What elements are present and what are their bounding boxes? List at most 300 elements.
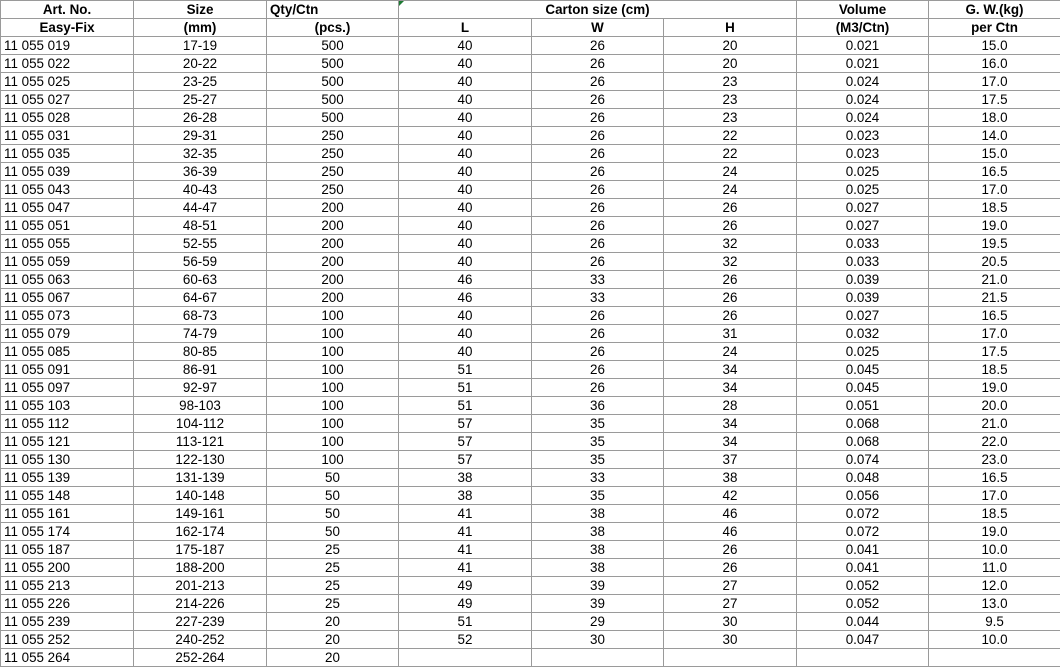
cell-height[interactable]: 34 [664,415,797,433]
cell-width[interactable]: 38 [532,523,664,541]
cell-length[interactable]: 40 [399,73,532,91]
cell-height[interactable]: 23 [664,73,797,91]
cell-height[interactable]: 30 [664,613,797,631]
cell-gross-weight[interactable]: 17.5 [929,343,1060,361]
cell-art-no[interactable]: 11 055 239 [1,613,134,631]
cell-size[interactable]: 214-226 [134,595,267,613]
cell-size[interactable]: 80-85 [134,343,267,361]
cell-size[interactable]: 56-59 [134,253,267,271]
header-easy-fix[interactable]: Easy-Fix [1,19,134,37]
cell-volume[interactable]: 0.068 [797,433,929,451]
header-length[interactable]: L [399,19,532,37]
cell-size[interactable]: 64-67 [134,289,267,307]
cell-gross-weight[interactable]: 12.0 [929,577,1060,595]
cell-width[interactable]: 36 [532,397,664,415]
cell-height[interactable]: 24 [664,163,797,181]
cell-volume[interactable]: 0.027 [797,307,929,325]
cell-width[interactable]: 38 [532,559,664,577]
cell-length[interactable]: 41 [399,541,532,559]
cell-height[interactable]: 26 [664,559,797,577]
cell-width[interactable]: 39 [532,577,664,595]
cell-qty[interactable]: 250 [267,127,399,145]
cell-qty[interactable]: 20 [267,613,399,631]
cell-volume[interactable]: 0.056 [797,487,929,505]
cell-art-no[interactable]: 11 055 028 [1,109,134,127]
cell-height[interactable]: 28 [664,397,797,415]
cell-volume[interactable]: 0.045 [797,361,929,379]
cell-gross-weight[interactable]: 14.0 [929,127,1060,145]
cell-qty[interactable]: 50 [267,469,399,487]
cell-width[interactable]: 26 [532,91,664,109]
cell-volume[interactable]: 0.027 [797,199,929,217]
cell-volume[interactable]: 0.048 [797,469,929,487]
cell-width[interactable]: 26 [532,343,664,361]
header-size[interactable]: Size [134,1,267,19]
cell-width[interactable]: 26 [532,181,664,199]
cell-height[interactable]: 24 [664,343,797,361]
cell-length[interactable]: 40 [399,55,532,73]
cell-width[interactable]: 35 [532,451,664,469]
cell-height[interactable]: 32 [664,235,797,253]
cell-qty[interactable]: 50 [267,523,399,541]
cell-qty[interactable]: 250 [267,181,399,199]
cell-gross-weight[interactable]: 9.5 [929,613,1060,631]
cell-gross-weight[interactable]: 17.0 [929,325,1060,343]
cell-length[interactable]: 41 [399,505,532,523]
cell-width[interactable]: 26 [532,325,664,343]
cell-art-no[interactable]: 11 055 019 [1,37,134,55]
cell-qty[interactable]: 25 [267,559,399,577]
cell-height[interactable]: 30 [664,631,797,649]
cell-art-no[interactable]: 11 055 226 [1,595,134,613]
cell-width[interactable]: 26 [532,145,664,163]
cell-volume[interactable]: 0.052 [797,595,929,613]
cell-height[interactable]: 27 [664,595,797,613]
cell-length[interactable]: 40 [399,199,532,217]
cell-length[interactable]: 40 [399,181,532,199]
cell-volume[interactable]: 0.033 [797,235,929,253]
cell-height[interactable] [664,649,797,667]
cell-width[interactable]: 26 [532,379,664,397]
header-qty-unit[interactable]: (pcs.) [267,19,399,37]
table-row [1,649,1060,667]
cell-size[interactable]: 60-63 [134,271,267,289]
cell-gross-weight[interactable]: 21.5 [929,289,1060,307]
cell-height[interactable]: 46 [664,505,797,523]
cell-width[interactable]: 35 [532,487,664,505]
cell-length[interactable]: 40 [399,37,532,55]
cell-gross-weight[interactable]: 21.0 [929,271,1060,289]
cell-length[interactable]: 52 [399,631,532,649]
cell-art-no[interactable]: 11 055 051 [1,217,134,235]
cell-art-no[interactable]: 11 055 103 [1,397,134,415]
cell-height[interactable]: 32 [664,253,797,271]
cell-height[interactable]: 26 [664,307,797,325]
cell-volume[interactable]: 0.045 [797,379,929,397]
cell-gross-weight[interactable]: 16.5 [929,307,1060,325]
cell-width[interactable]: 33 [532,289,664,307]
cell-art-no[interactable]: 11 055 091 [1,361,134,379]
cell-art-no[interactable]: 11 055 213 [1,577,134,595]
cell-gross-weight[interactable]: 22.0 [929,433,1060,451]
cell-length[interactable]: 46 [399,289,532,307]
cell-width[interactable]: 29 [532,613,664,631]
cell-size[interactable]: 74-79 [134,325,267,343]
cell-length[interactable]: 57 [399,451,532,469]
cell-size[interactable]: 140-148 [134,487,267,505]
cell-width[interactable]: 26 [532,217,664,235]
cell-qty[interactable]: 200 [267,235,399,253]
cell-volume[interactable]: 0.023 [797,145,929,163]
cell-length[interactable]: 40 [399,145,532,163]
cell-height[interactable]: 24 [664,181,797,199]
cell-size[interactable]: 131-139 [134,469,267,487]
cell-volume[interactable]: 0.041 [797,559,929,577]
cell-volume[interactable]: 0.023 [797,127,929,145]
cell-length[interactable]: 57 [399,415,532,433]
cell-size[interactable]: 36-39 [134,163,267,181]
cell-qty[interactable]: 100 [267,415,399,433]
cell-size[interactable]: 175-187 [134,541,267,559]
cell-height[interactable]: 27 [664,577,797,595]
cell-gross-weight[interactable]: 18.0 [929,109,1060,127]
cell-qty[interactable]: 500 [267,73,399,91]
cell-length[interactable]: 40 [399,325,532,343]
cell-qty[interactable]: 25 [267,577,399,595]
cell-length[interactable]: 40 [399,127,532,145]
cell-length[interactable]: 40 [399,343,532,361]
cell-qty[interactable]: 25 [267,541,399,559]
cell-width[interactable]: 26 [532,307,664,325]
cell-size[interactable]: 17-19 [134,37,267,55]
cell-height[interactable]: 23 [664,91,797,109]
cell-gross-weight[interactable]: 21.0 [929,415,1060,433]
cell-height[interactable]: 26 [664,541,797,559]
cell-qty[interactable]: 25 [267,595,399,613]
header-gross-weight[interactable]: G. W.(kg) [929,1,1060,19]
cell-art-no[interactable]: 11 055 200 [1,559,134,577]
cell-gross-weight[interactable]: 11.0 [929,559,1060,577]
cell-height[interactable]: 34 [664,433,797,451]
cell-length[interactable]: 51 [399,397,532,415]
cell-art-no[interactable]: 11 055 025 [1,73,134,91]
cell-length[interactable]: 49 [399,595,532,613]
cell-size[interactable]: 227-239 [134,613,267,631]
cell-gross-weight[interactable]: 10.0 [929,631,1060,649]
cell-qty[interactable]: 200 [267,253,399,271]
cell-size[interactable]: 20-22 [134,55,267,73]
cell-width[interactable] [532,649,664,667]
table-row [1,523,1060,541]
cell-length[interactable]: 40 [399,163,532,181]
cell-gross-weight[interactable]: 17.5 [929,91,1060,109]
header-carton-size[interactable] [399,1,797,19]
cell-art-no[interactable]: 11 055 130 [1,451,134,469]
cell-art-no[interactable]: 11 055 097 [1,379,134,397]
cell-length[interactable]: 49 [399,577,532,595]
cell-length[interactable]: 57 [399,433,532,451]
cell-qty[interactable]: 100 [267,361,399,379]
cell-size[interactable]: 86-91 [134,361,267,379]
cell-height[interactable]: 34 [664,361,797,379]
cell-length[interactable]: 40 [399,253,532,271]
header-qty-per-carton[interactable]: Qty/Ctn [267,1,399,19]
cell-length[interactable]: 38 [399,487,532,505]
cell-art-no[interactable]: 11 055 043 [1,181,134,199]
cell-volume[interactable]: 0.024 [797,91,929,109]
cell-art-no[interactable]: 11 055 139 [1,469,134,487]
cell-qty[interactable]: 500 [267,55,399,73]
cell-qty[interactable]: 200 [267,271,399,289]
cell-gross-weight[interactable]: 17.0 [929,487,1060,505]
cell-art-no[interactable]: 11 055 039 [1,163,134,181]
cell-art-no[interactable]: 11 055 022 [1,55,134,73]
header-width[interactable]: W [532,19,664,37]
cell-size[interactable]: 68-73 [134,307,267,325]
cell-art-no[interactable]: 11 055 112 [1,415,134,433]
cell-gross-weight[interactable]: 15.0 [929,145,1060,163]
cell-qty[interactable]: 50 [267,487,399,505]
cell-width[interactable]: 26 [532,235,664,253]
cell-length[interactable]: 40 [399,235,532,253]
cell-volume[interactable]: 0.032 [797,325,929,343]
cell-size[interactable]: 52-55 [134,235,267,253]
cell-width[interactable]: 38 [532,541,664,559]
cell-volume[interactable]: 0.039 [797,271,929,289]
cell-width[interactable]: 35 [532,415,664,433]
cell-volume[interactable]: 0.072 [797,505,929,523]
cell-size[interactable]: 40-43 [134,181,267,199]
cell-height[interactable]: 37 [664,451,797,469]
cell-width[interactable]: 38 [532,505,664,523]
cell-gross-weight[interactable]: 13.0 [929,595,1060,613]
cell-height[interactable]: 26 [664,217,797,235]
cell-width[interactable]: 39 [532,595,664,613]
cell-art-no[interactable]: 11 055 121 [1,433,134,451]
cell-qty[interactable]: 100 [267,397,399,415]
cell-width[interactable]: 35 [532,433,664,451]
cell-art-no[interactable]: 11 055 055 [1,235,134,253]
cell-width[interactable]: 26 [532,361,664,379]
cell-qty[interactable]: 100 [267,325,399,343]
cell-volume[interactable]: 0.051 [797,397,929,415]
cell-volume[interactable]: 0.025 [797,163,929,181]
cell-volume[interactable]: 0.033 [797,253,929,271]
cell-width[interactable]: 26 [532,127,664,145]
cell-length[interactable]: 40 [399,91,532,109]
cell-gross-weight[interactable]: 17.0 [929,73,1060,91]
cell-width[interactable]: 26 [532,109,664,127]
cell-length[interactable] [399,649,532,667]
cell-height[interactable]: 22 [664,127,797,145]
cell-art-no[interactable]: 11 055 264 [1,649,134,667]
cell-size[interactable]: 149-161 [134,505,267,523]
table-row [1,163,1060,181]
cell-volume[interactable]: 0.074 [797,451,929,469]
cell-volume[interactable]: 0.025 [797,343,929,361]
cell-qty[interactable]: 20 [267,631,399,649]
cell-volume[interactable]: 0.041 [797,541,929,559]
cell-gross-weight[interactable]: 20.5 [929,253,1060,271]
cell-art-no[interactable]: 11 055 079 [1,325,134,343]
table-row [1,217,1060,235]
cell-qty[interactable]: 250 [267,163,399,181]
cell-height[interactable]: 34 [664,379,797,397]
cell-gross-weight[interactable]: 16.0 [929,55,1060,73]
cell-gross-weight[interactable]: 20.0 [929,397,1060,415]
cell-art-no[interactable]: 11 055 031 [1,127,134,145]
cell-qty[interactable]: 100 [267,433,399,451]
cell-height[interactable]: 26 [664,199,797,217]
cell-qty[interactable]: 500 [267,91,399,109]
cell-size[interactable]: 104-112 [134,415,267,433]
cell-qty[interactable]: 100 [267,307,399,325]
cell-volume[interactable] [797,649,929,667]
cell-size[interactable]: 44-47 [134,199,267,217]
cell-length[interactable]: 46 [399,271,532,289]
cell-art-no[interactable]: 11 055 085 [1,343,134,361]
cell-size[interactable]: 252-264 [134,649,267,667]
cell-height[interactable]: 20 [664,55,797,73]
cell-size[interactable]: 26-28 [134,109,267,127]
cell-height[interactable]: 20 [664,37,797,55]
cell-size[interactable]: 240-252 [134,631,267,649]
cell-width[interactable]: 26 [532,73,664,91]
cell-volume[interactable]: 0.052 [797,577,929,595]
cell-qty[interactable]: 100 [267,379,399,397]
cell-length[interactable]: 51 [399,613,532,631]
header-volume-unit[interactable]: (M3/Ctn) [797,19,929,37]
cell-gross-weight[interactable]: 19.0 [929,379,1060,397]
cell-size[interactable]: 23-25 [134,73,267,91]
cell-size[interactable]: 29-31 [134,127,267,145]
cell-width[interactable]: 33 [532,271,664,289]
cell-width[interactable]: 30 [532,631,664,649]
cell-volume[interactable]: 0.024 [797,73,929,91]
cell-size[interactable]: 122-130 [134,451,267,469]
cell-art-no[interactable]: 11 055 073 [1,307,134,325]
cell-gross-weight[interactable]: 16.5 [929,163,1060,181]
cell-qty[interactable]: 500 [267,109,399,127]
cell-art-no[interactable]: 11 055 148 [1,487,134,505]
cell-qty[interactable]: 250 [267,145,399,163]
cell-gross-weight[interactable]: 18.5 [929,361,1060,379]
cell-size[interactable]: 98-103 [134,397,267,415]
cell-height[interactable]: 26 [664,271,797,289]
cell-length[interactable]: 41 [399,559,532,577]
cell-qty[interactable]: 50 [267,505,399,523]
cell-height[interactable]: 38 [664,469,797,487]
cell-size[interactable]: 188-200 [134,559,267,577]
cell-height[interactable]: 22 [664,145,797,163]
cell-art-no[interactable]: 11 055 047 [1,199,134,217]
cell-length[interactable]: 51 [399,361,532,379]
cell-qty[interactable]: 100 [267,451,399,469]
cell-gross-weight[interactable]: 18.5 [929,505,1060,523]
cell-qty[interactable]: 500 [267,37,399,55]
header-size-unit[interactable]: (mm) [134,19,267,37]
header-volume[interactable]: Volume [797,1,929,19]
cell-height[interactable]: 23 [664,109,797,127]
cell-gross-weight[interactable]: 10.0 [929,541,1060,559]
cell-gross-weight[interactable]: 15.0 [929,37,1060,55]
cell-length[interactable]: 40 [399,109,532,127]
cell-gross-weight[interactable]: 17.0 [929,181,1060,199]
cell-width[interactable]: 26 [532,55,664,73]
cell-volume[interactable]: 0.044 [797,613,929,631]
cell-volume[interactable]: 0.024 [797,109,929,127]
cell-height[interactable]: 46 [664,523,797,541]
cell-volume[interactable]: 0.021 [797,37,929,55]
header-height[interactable]: H [664,19,797,37]
cell-qty[interactable]: 200 [267,289,399,307]
cell-volume[interactable]: 0.072 [797,523,929,541]
cell-gross-weight[interactable]: 18.5 [929,199,1060,217]
cell-volume[interactable]: 0.021 [797,55,929,73]
cell-height[interactable]: 31 [664,325,797,343]
table-row [1,415,1060,433]
cell-volume[interactable]: 0.047 [797,631,929,649]
cell-size[interactable]: 113-121 [134,433,267,451]
cell-size[interactable]: 92-97 [134,379,267,397]
cell-art-no[interactable]: 11 055 252 [1,631,134,649]
cell-width[interactable]: 33 [532,469,664,487]
cell-volume[interactable]: 0.027 [797,217,929,235]
cell-art-no[interactable]: 11 055 161 [1,505,134,523]
cell-gross-weight[interactable]: 19.5 [929,235,1060,253]
cell-art-no[interactable]: 11 055 187 [1,541,134,559]
cell-size[interactable]: 162-174 [134,523,267,541]
cell-qty[interactable]: 20 [267,649,399,667]
cell-volume[interactable]: 0.025 [797,181,929,199]
cell-width[interactable]: 26 [532,37,664,55]
cell-length[interactable]: 51 [399,379,532,397]
cell-art-no[interactable]: 11 055 063 [1,271,134,289]
cell-length[interactable]: 40 [399,217,532,235]
cell-art-no[interactable]: 11 055 035 [1,145,134,163]
cell-qty[interactable]: 100 [267,343,399,361]
cell-qty[interactable]: 200 [267,199,399,217]
cell-volume[interactable]: 0.039 [797,289,929,307]
header-weight-unit[interactable]: per Ctn [929,19,1060,37]
table-row [1,55,1060,73]
cell-height[interactable]: 42 [664,487,797,505]
cell-qty[interactable]: 200 [267,217,399,235]
cell-gross-weight[interactable]: 19.0 [929,217,1060,235]
cell-art-no[interactable]: 11 055 067 [1,289,134,307]
cell-size[interactable]: 25-27 [134,91,267,109]
header-art-no[interactable]: Art. No. [1,1,134,19]
cell-art-no[interactable]: 11 055 059 [1,253,134,271]
cell-width[interactable]: 26 [532,199,664,217]
cell-height[interactable]: 26 [664,289,797,307]
cell-size[interactable]: 48-51 [134,217,267,235]
cell-size[interactable]: 32-35 [134,145,267,163]
cell-art-no[interactable]: 11 055 027 [1,91,134,109]
cell-length[interactable]: 41 [399,523,532,541]
cell-gross-weight[interactable]: 23.0 [929,451,1060,469]
cell-size[interactable]: 201-213 [134,577,267,595]
cell-gross-weight[interactable] [929,649,1060,667]
cell-width[interactable]: 26 [532,253,664,271]
cell-gross-weight[interactable]: 16.5 [929,469,1060,487]
cell-length[interactable]: 40 [399,307,532,325]
cell-width[interactable]: 26 [532,163,664,181]
cell-volume[interactable]: 0.068 [797,415,929,433]
cell-length[interactable]: 38 [399,469,532,487]
cell-gross-weight[interactable]: 19.0 [929,523,1060,541]
cell-art-no[interactable]: 11 055 174 [1,523,134,541]
